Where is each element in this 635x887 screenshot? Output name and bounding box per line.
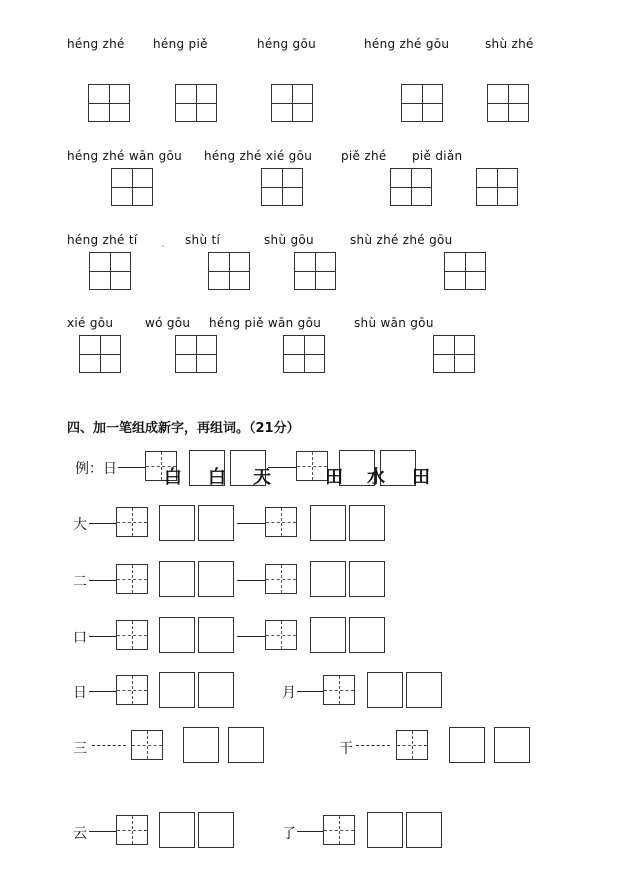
- base-char: 干: [339, 741, 353, 757]
- word-box[interactable]: [228, 727, 264, 763]
- new-char-box[interactable]: [265, 507, 297, 537]
- tian-grid-box[interactable]: [401, 84, 443, 122]
- connector-dash: [237, 580, 267, 581]
- new-char-box[interactable]: [323, 815, 355, 845]
- stroke-pinyin: héng piě wān gōu: [209, 316, 322, 330]
- word-box[interactable]: [183, 727, 219, 763]
- word-box[interactable]: [198, 561, 234, 597]
- word-box[interactable]: [198, 505, 234, 541]
- stroke-pinyin: xié gōu: [67, 316, 114, 330]
- example-char: 白: [164, 467, 182, 488]
- tian-grid-box[interactable]: [208, 252, 250, 290]
- word-box[interactable]: [198, 617, 234, 653]
- connector-dash: [237, 523, 267, 524]
- tian-grid-box[interactable]: [175, 84, 217, 122]
- word-box[interactable]: [449, 727, 485, 763]
- new-char-box[interactable]: [131, 730, 163, 760]
- connector-dash: [89, 636, 119, 637]
- new-char-box[interactable]: [265, 564, 297, 594]
- new-char-box[interactable]: [116, 675, 148, 705]
- word-box[interactable]: [159, 505, 195, 541]
- tian-grid-box[interactable]: [89, 252, 131, 290]
- base-char: 月: [282, 685, 296, 701]
- connector-dash: [89, 523, 119, 524]
- word-box[interactable]: [310, 505, 346, 541]
- example-char: 天: [253, 467, 271, 488]
- base-char: 了: [282, 826, 296, 842]
- example-char: 田: [325, 467, 343, 488]
- word-box[interactable]: [367, 672, 403, 708]
- tian-grid-box[interactable]: [283, 335, 325, 373]
- connector-dash: [356, 745, 390, 746]
- stroke-pinyin: shù gōu: [264, 233, 314, 247]
- base-char: 二: [73, 574, 87, 590]
- base-char: 云: [73, 826, 87, 842]
- example-char: 白: [208, 467, 226, 488]
- word-box[interactable]: [159, 617, 195, 653]
- word-box[interactable]: [159, 561, 195, 597]
- tian-grid-box[interactable]: [79, 335, 121, 373]
- base-char: 三: [73, 741, 87, 757]
- word-box[interactable]: [159, 672, 195, 708]
- tian-grid-box[interactable]: [433, 335, 475, 373]
- word-box[interactable]: [198, 672, 234, 708]
- word-box[interactable]: [349, 617, 385, 653]
- stroke-pinyin: shù zhé zhé gōu: [350, 233, 453, 247]
- word-box[interactable]: [380, 450, 416, 486]
- stroke-pinyin: héng zhé: [67, 37, 125, 51]
- base-char: 大: [73, 517, 87, 533]
- new-char-box[interactable]: [116, 815, 148, 845]
- word-box[interactable]: [198, 812, 234, 848]
- tian-grid-box[interactable]: [487, 84, 529, 122]
- connector-dash: [89, 580, 119, 581]
- stroke-pinyin: shù tí: [185, 233, 221, 247]
- stroke-pinyin: héng gōu: [257, 37, 316, 51]
- tian-grid-box[interactable]: [111, 168, 153, 206]
- word-box[interactable]: [159, 812, 195, 848]
- stroke-pinyin: wó gōu: [145, 316, 191, 330]
- stroke-pinyin: héng piě: [153, 37, 208, 51]
- connector-dash: [89, 831, 119, 832]
- tian-grid-box[interactable]: [261, 168, 303, 206]
- word-box[interactable]: [310, 617, 346, 653]
- stroke-pinyin: shù zhé: [485, 37, 534, 51]
- tian-grid-box[interactable]: [88, 84, 130, 122]
- section-title: 四、加一笔组成新字，再组词。（21分）: [67, 421, 300, 436]
- word-box[interactable]: [349, 505, 385, 541]
- word-box[interactable]: [406, 812, 442, 848]
- stroke-pinyin: shù wān gōu: [354, 316, 434, 330]
- new-char-box[interactable]: [116, 564, 148, 594]
- tian-grid-box[interactable]: [175, 335, 217, 373]
- stray-mark: .: [161, 236, 165, 250]
- tian-grid-box[interactable]: [294, 252, 336, 290]
- stroke-pinyin: héng zhé gōu: [364, 37, 450, 51]
- stroke-pinyin: héng zhé tí: [67, 233, 138, 247]
- tian-grid-box[interactable]: [476, 168, 518, 206]
- base-char: 口: [73, 630, 87, 646]
- connector-dash: [92, 745, 126, 746]
- word-box[interactable]: [349, 561, 385, 597]
- connector-dash: [237, 636, 267, 637]
- new-char-box[interactable]: [323, 675, 355, 705]
- word-box[interactable]: [367, 812, 403, 848]
- word-box[interactable]: [310, 561, 346, 597]
- connector-dash: [118, 467, 148, 468]
- example-label: 例：日: [75, 461, 117, 477]
- connector-dash: [89, 691, 119, 692]
- stroke-pinyin: piě diǎn: [412, 149, 463, 163]
- stroke-pinyin: piě zhé: [341, 149, 387, 163]
- new-char-box[interactable]: [265, 620, 297, 650]
- word-box[interactable]: [406, 672, 442, 708]
- new-char-box[interactable]: [116, 507, 148, 537]
- stroke-pinyin: héng zhé wān gōu: [67, 149, 183, 163]
- example-char: 水: [367, 467, 385, 488]
- connector-dash: [268, 467, 298, 468]
- tian-grid-box[interactable]: [444, 252, 486, 290]
- example-char: 田: [412, 467, 430, 488]
- tian-grid-box[interactable]: [390, 168, 432, 206]
- new-char-box[interactable]: [396, 730, 428, 760]
- tian-grid-box[interactable]: [271, 84, 313, 122]
- new-char-box[interactable]: [116, 620, 148, 650]
- new-char-box[interactable]: [296, 451, 328, 481]
- stroke-pinyin: héng zhé xié gōu: [204, 149, 313, 163]
- base-char: 日: [73, 685, 87, 701]
- word-box[interactable]: [494, 727, 530, 763]
